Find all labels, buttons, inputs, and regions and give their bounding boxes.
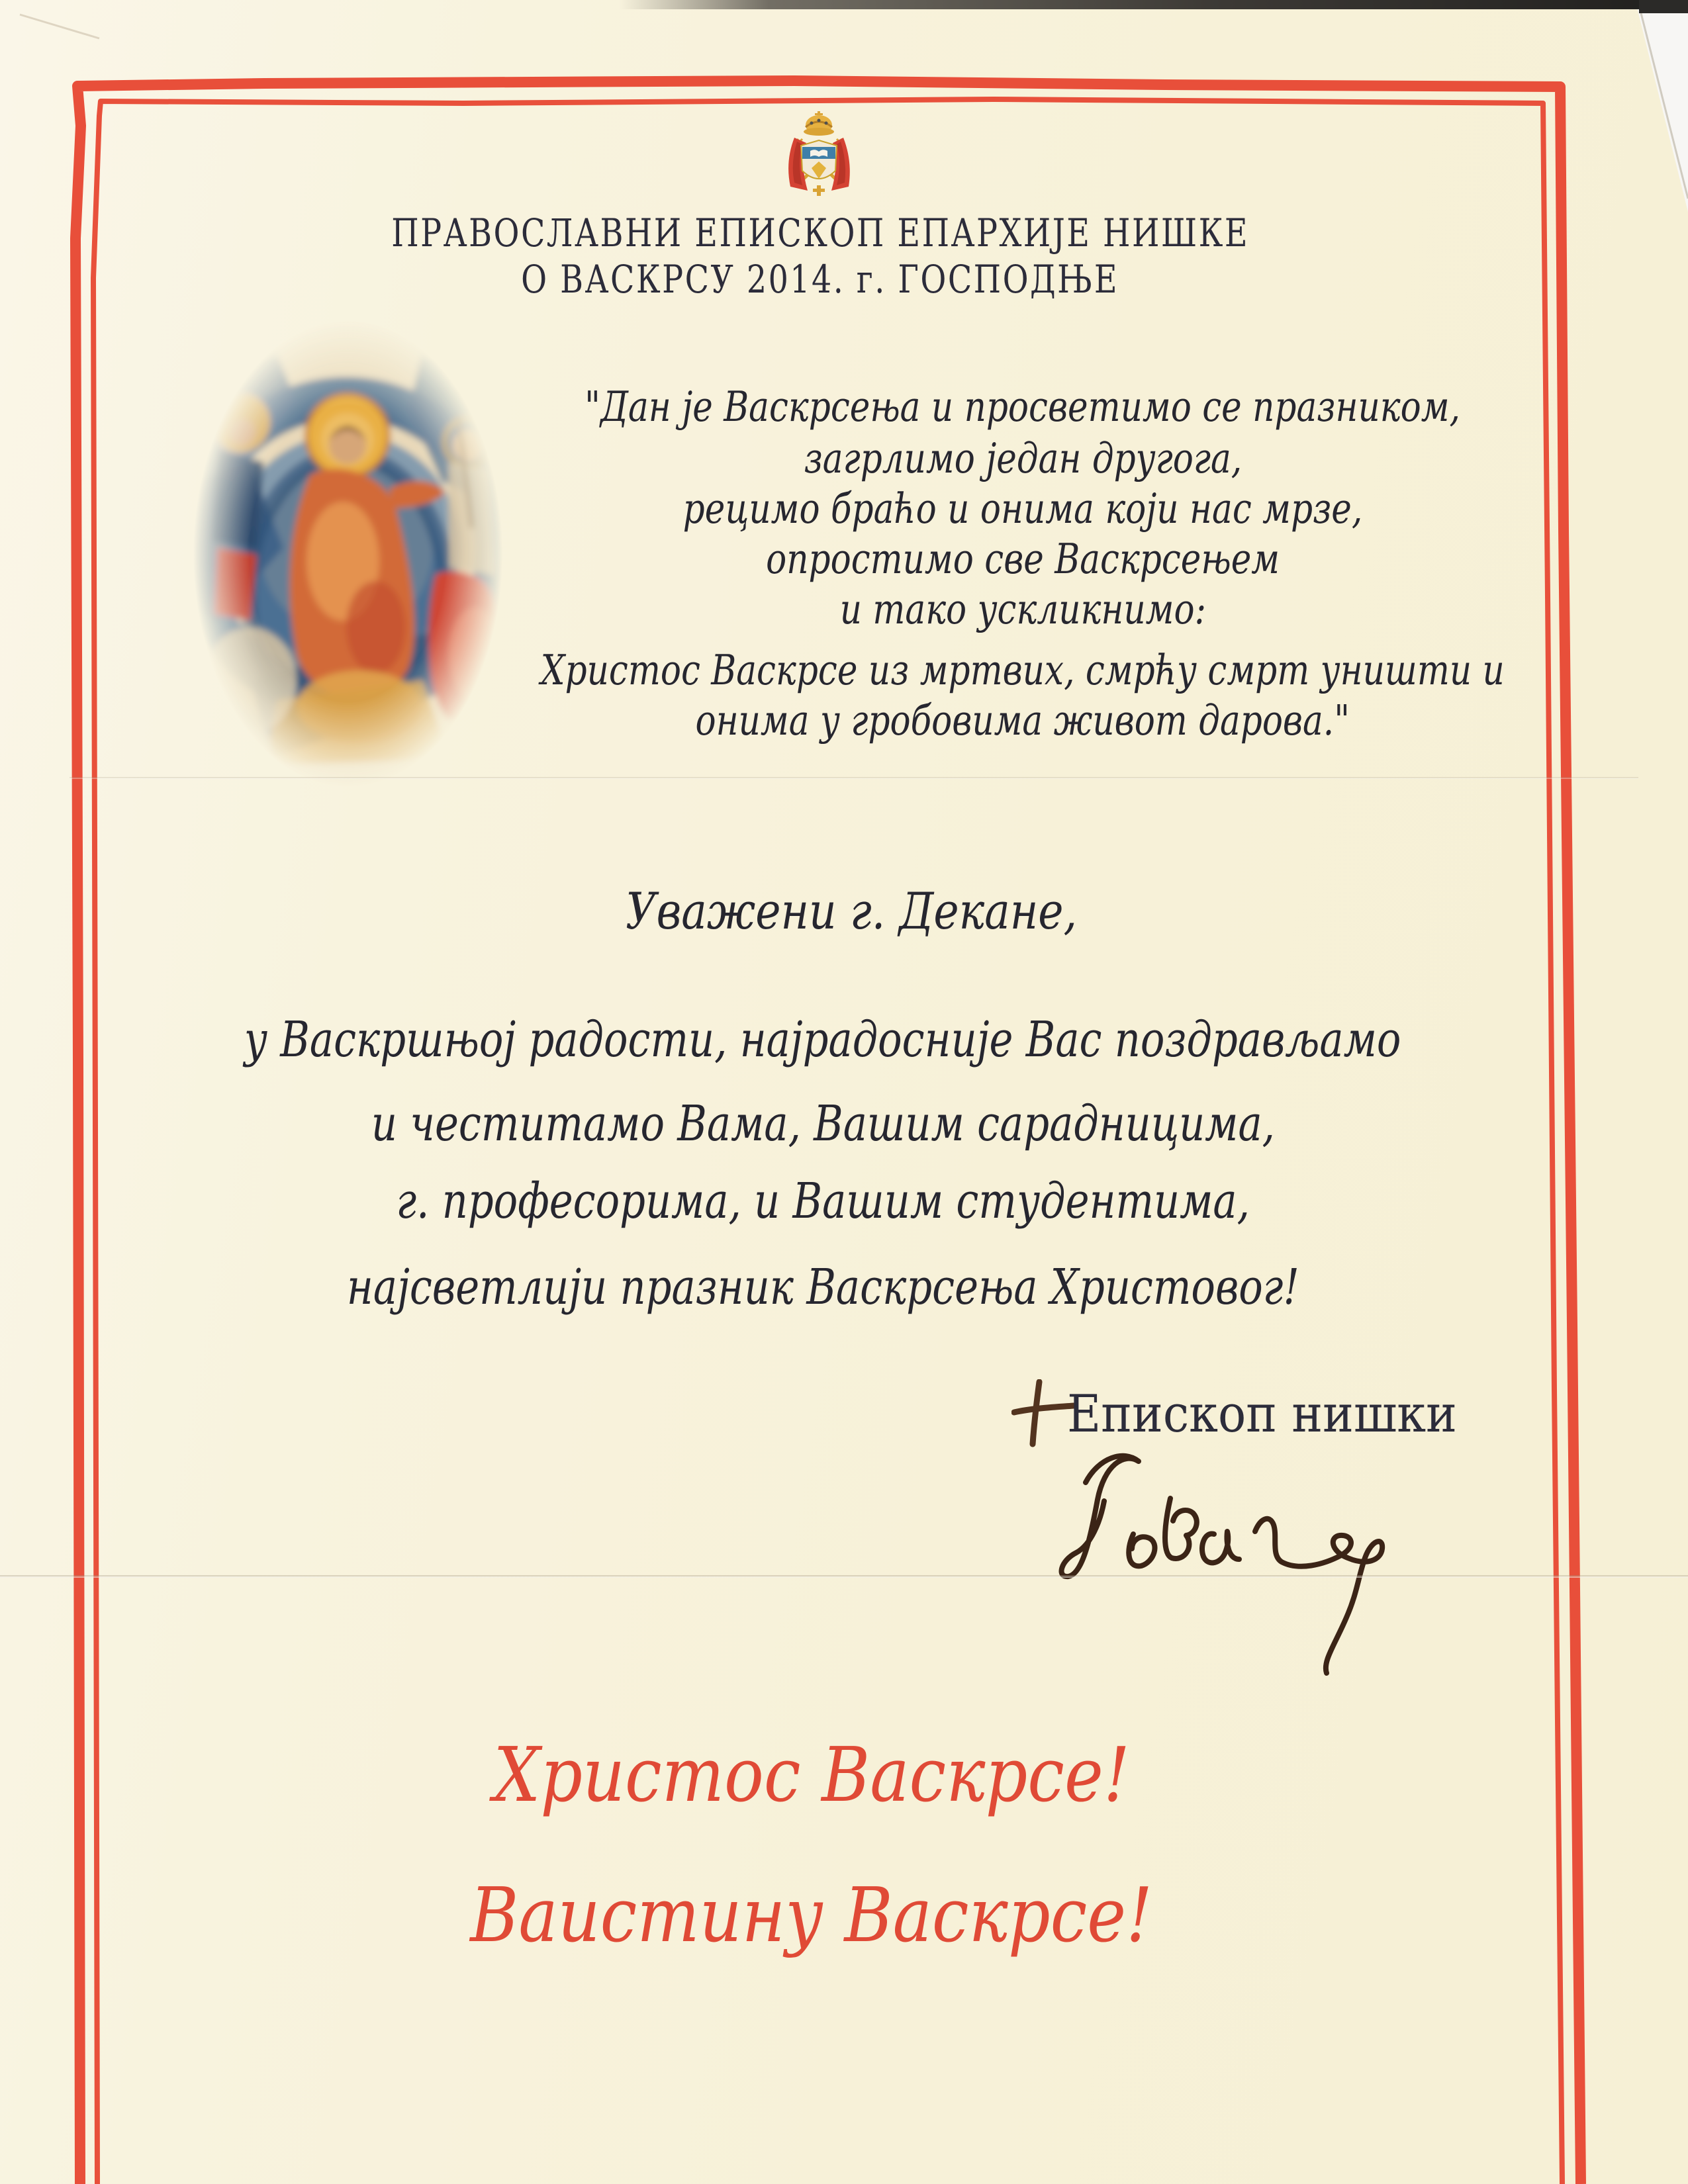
letterhead-line-2-text: О ВАСКРСУ 2014. г. ГОСПОДЊЕ <box>521 257 1119 302</box>
body-line <box>0 1259 1646 1316</box>
quote-line <box>397 535 1648 583</box>
letterhead-line-1-text: ПРАВОСЛАВНИ ЕПИСКОП ЕПАРХИЈЕ НИШКЕ <box>391 210 1249 255</box>
body-line-1-text: у Васкршњој радости, најрадосније Вас поздрављамо <box>244 1011 1401 1068</box>
greeting-line-2 <box>0 1872 1623 1959</box>
quote-line <box>397 484 1648 533</box>
scanner-edge-corner <box>1639 0 1688 13</box>
body-line <box>0 1173 1646 1230</box>
corner-fold-crease <box>20 15 99 38</box>
quote-line-5-text: и тако ускликнимо: <box>839 585 1206 633</box>
greeting-line-2-text: Ваистину Васкрсе! <box>470 1872 1153 1959</box>
quote-line <box>397 646 1648 694</box>
quote-line <box>397 434 1648 482</box>
serbian-orthodox-church-crest-icon <box>780 110 859 199</box>
quote-line-1-text: "Дан је Васкрсења и просветимо се празником, <box>585 383 1461 431</box>
body-line <box>0 1011 1646 1068</box>
scanner-edge-strip <box>619 0 1688 9</box>
greeting-line-1 <box>0 1731 1623 1819</box>
body-line <box>0 1095 1646 1152</box>
bishop-signature <box>1027 1435 1418 1680</box>
body-line-4-text: најсветлији празник Васкрсења Христовог! <box>346 1259 1299 1316</box>
salutation-text: Уважени г. Декане, <box>626 882 1078 940</box>
quote-line-6-text: Христос Васкрсе из мртвих, смрћу смрт уништи и <box>540 646 1505 694</box>
quote-line <box>397 383 1648 431</box>
body-line-3-text: г. професорима, и Вашим студентима, <box>396 1173 1250 1230</box>
quote-line-4-text: опростимо све Васкрсењем <box>766 535 1280 583</box>
letterhead-line-2 <box>0 257 1640 302</box>
body-line-2-text: и честитамо Вама, Вашим сарадницима, <box>371 1095 1275 1152</box>
letterhead-line-1 <box>0 210 1640 255</box>
quote-line-3-text: рецимо браћо и онима који нас мрзе, <box>682 484 1363 533</box>
salutation <box>626 882 1156 940</box>
closing-title-text: Епископ нишки <box>1067 1385 1457 1444</box>
quote-line <box>397 696 1648 745</box>
quote-line <box>397 585 1648 633</box>
greeting-line-1-text: Христос Васкрсе! <box>493 1731 1130 1819</box>
page-edge-line <box>1640 8 1688 199</box>
quote-line-2-text: загрлимо један другога, <box>804 434 1242 482</box>
quote-line-7-text: онима у гробовима живот дарова." <box>695 696 1350 745</box>
